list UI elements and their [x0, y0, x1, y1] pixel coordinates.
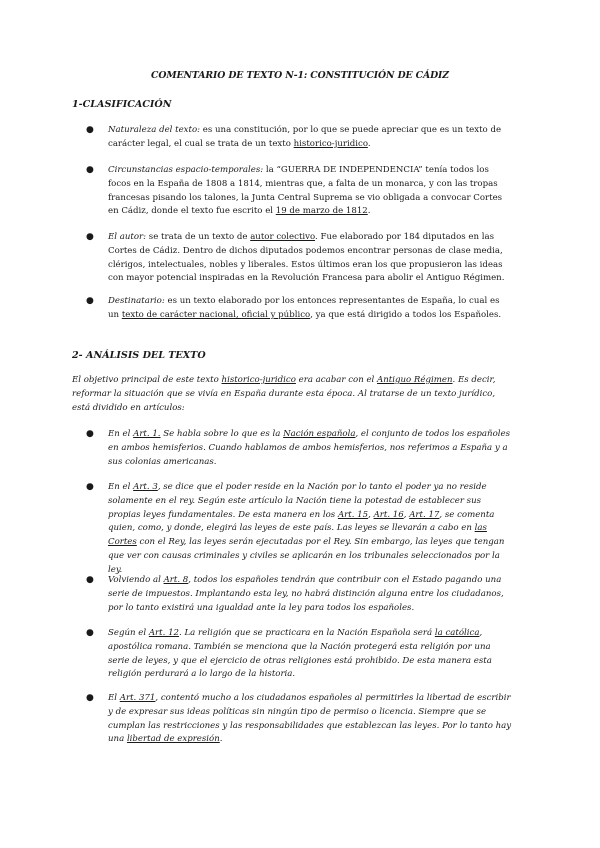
- underlined-term: Art. 8: [163, 575, 189, 585]
- underlined-term: historico-juridico: [221, 375, 296, 385]
- section-heading-analisis: 2- ANÁLISIS DEL TEXTO: [72, 350, 206, 361]
- item-text: ,: [403, 509, 410, 520]
- item-label: Circunstancias espacio-temporales:: [108, 165, 264, 175]
- bullet-icon: ●: [86, 296, 94, 306]
- list-item: [72, 692, 512, 747]
- list-item: [72, 231, 512, 286]
- item-text: .: [367, 138, 371, 149]
- item-label: El autor:: [108, 232, 147, 242]
- underlined-term: autor colectivo: [250, 232, 316, 242]
- underlined-term: Art. 15: [337, 509, 369, 520]
- underlined-term: historico-juridico: [293, 138, 368, 149]
- underlined-term: libertad de expresión: [126, 734, 220, 745]
- underlined-term: Art. 371: [119, 693, 156, 703]
- item-text: En el: [108, 429, 134, 439]
- underlined-term: Art. 1.: [133, 429, 161, 439]
- underlined-term: la católica: [434, 628, 480, 638]
- bullet-icon: ●: [86, 482, 94, 492]
- item-text: . La religión que se practicara en la Nación Española será: [179, 628, 435, 638]
- list-item: [72, 627, 512, 682]
- bullet-icon: ●: [86, 693, 94, 703]
- item-text: se trata de un texto de: [146, 232, 251, 242]
- underlined-term: 19 de marzo de 1812: [275, 206, 368, 217]
- underlined-term: Art. 12: [148, 628, 180, 638]
- item-text: , el conjunto de todos los españoles en ambos hemisferios. Cuando hablamos de ambos hemisferios, nos referimos a España y a sus colonias americanas.: [108, 429, 511, 467]
- bullet-icon: ●: [86, 429, 94, 439]
- item-text: con el Rey, las leyes serán ejecutadas por el Rey. Sin embargo, las leyes que tengan que ver con causas criminales y civiles se aplicarán en los tribunales seleccionados por la ley.: [108, 537, 505, 575]
- list-item: [72, 574, 512, 615]
- item-text: , todos los españoles tendrán que contribuir con el Estado pagando una serie de impuestos. Implantando esta ley, no habrá distinción alguna entre los ciudadanos, por lo tanto existirá una igualdad ante la ley para todos los españoles.: [108, 575, 504, 613]
- list-item: [72, 295, 512, 323]
- underlined-term: Art. 3: [133, 482, 158, 492]
- item-text: , se comenta quien, como, y donde, elegirá las leyes de este país. Las leyes se llevarán a cabo en: [108, 509, 495, 534]
- underlined-term: Art. 16: [373, 509, 404, 520]
- item-text: El: [108, 693, 120, 703]
- item-text: . Fue elaborado por 184 diputados en las Cortes de Cádiz. Dentro de dichos diputados podemos encontrar personas de clase media, clérigos, intelectuales, nobles y liberales. Estos últimos eran los que propusieron las ideas con mayor potencial inspiradas en la Revolución Francesa para abolir el Antiguo Régimen.: [108, 232, 505, 284]
- list-item: [72, 164, 512, 219]
- item-text: Volviendo al: [108, 575, 164, 585]
- underlined-term: Nación española: [283, 429, 356, 439]
- intro-text: El objetivo principal de este texto: [72, 375, 222, 385]
- item-text: es una constitución, por lo que se puede apreciar que es un texto de carácter legal, el cual se trata de un texto: [108, 125, 502, 149]
- item-text: .: [367, 206, 371, 217]
- underlined-term: texto de carácter nacional, oficial y público: [121, 309, 311, 320]
- list-item: [72, 124, 512, 152]
- item-text: ,: [368, 509, 374, 520]
- item-label: Destinatario:: [108, 296, 165, 306]
- item-text: la “GUERRA DE INDEPENDENCIA” tenía todos los focos en la España de 1808 a 1814, mientras que, a falta de un monarca, y con las tropas francesas pisando los talones, la Junta Central Suprema se vio obligada a convocar Cortes en Cádiz, donde el texto fue escrito el: [108, 165, 503, 217]
- item-text: , apostólica romana. También se menciona que la Nación protegerá esta religión por una serie de leyes, y que el ejercicio de otras religiones está prohibido. De esta manera esta religión perdurará a lo largo de la historia.: [108, 628, 492, 680]
- item-text: , ya que está dirigido a todos los Españoles.: [310, 309, 502, 320]
- item-text: es un texto elaborado por los entonces representantes de España, lo cual es un: [108, 296, 500, 320]
- intro-text: era acabar con el: [295, 375, 378, 385]
- list-item: [72, 481, 512, 578]
- item-label: Naturaleza del texto:: [108, 125, 201, 135]
- document-title: COMENTARIO DE TEXTO N-1: CONSTITUCIÓN DE CÁDIZ: [151, 70, 449, 81]
- bullet-icon: ●: [86, 628, 94, 638]
- item-text: .: [219, 734, 223, 745]
- bullet-icon: ●: [86, 165, 94, 175]
- intro-paragraph: [72, 374, 512, 415]
- bullet-icon: ●: [86, 232, 94, 242]
- list-item: [72, 428, 512, 469]
- item-text: , se dice que el poder reside en la Nación por lo tanto el poder ya no reside solamente en el rey. Según este artículo la Nación tiene la potestad de establecer sus propias leyes fundamentales. De esta manera en los: [108, 482, 487, 520]
- item-text: Se habla sobre lo que es la: [160, 429, 284, 439]
- intro-text: . Es decir, reformar la situación que se vivía en España durante esta época. Al tratarse de un texto jurídico, está dividido en artículos:: [72, 375, 496, 413]
- bullet-icon: ●: [86, 125, 94, 135]
- bullet-icon: ●: [86, 575, 94, 585]
- underlined-term: las Cortes: [108, 523, 487, 548]
- underlined-term: Antiguo Régimen: [377, 375, 453, 385]
- underlined-term: Art. 17: [409, 509, 440, 520]
- item-text: , contentó mucho a los ciudadanos españoles al permitirles la libertad de escribir y de expresar sus ideas políticas sin ningún tipo de permiso o licencia. Siempre que se cumplan las restricciones y las responsabilidades que establezcan las leyes. Por lo tanto hay una: [108, 693, 512, 745]
- section-heading-clasificacion: 1-CLASIFICACIÓN: [72, 99, 172, 110]
- item-text: En el: [108, 482, 134, 492]
- item-text: Según el: [108, 628, 149, 638]
